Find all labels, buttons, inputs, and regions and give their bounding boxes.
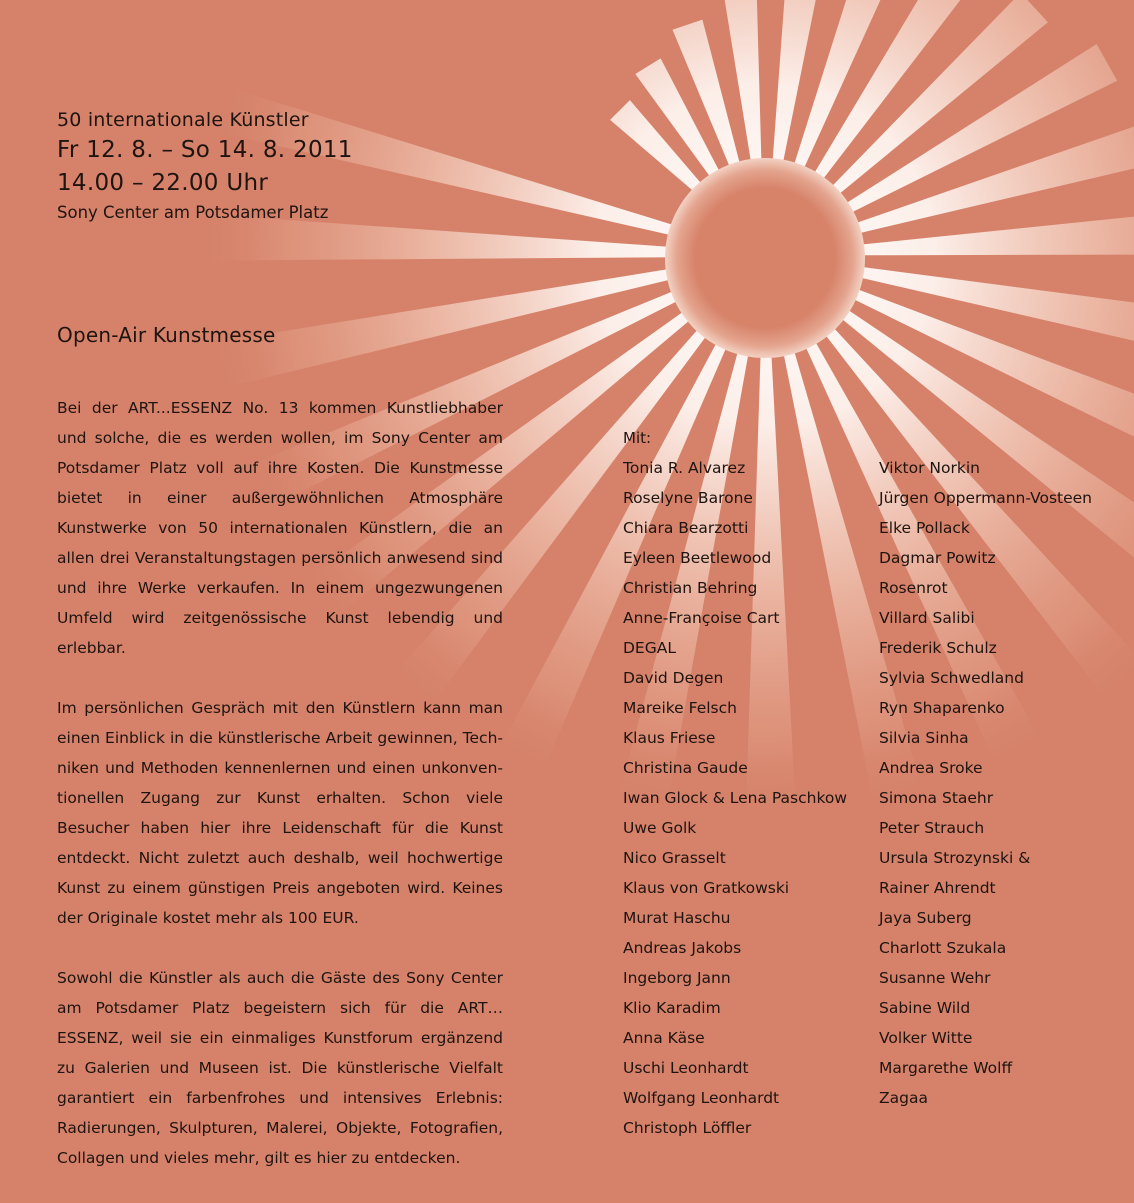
artist-list-right bbox=[879, 453, 1092, 1113]
paragraph-variety: Sowohl die Künstler als auch die Gäste des Sony Center am Potsdamer Platz begeistern sich für die ART…ESSENZ, weil sie ein einmaliges Kunstforum ergänzend zu Galerien und Museen ist. Die künstlerische Vielfalt garantiert ein farbenfrohes und intensives Erlebnis: Radierungen, Skulpturen, Malerei, Objekte, Fotografien, Collagen und vieles mehr, gilt es hier zu entdecken. bbox=[57, 969, 503, 1167]
artist-name: Sabine Wild bbox=[879, 999, 971, 1017]
artist-name: Silvia Sinha bbox=[879, 729, 969, 747]
description bbox=[57, 393, 503, 1203]
artist-name: Viktor Norkin bbox=[879, 459, 980, 477]
artist-name: Christian Behring bbox=[623, 579, 758, 597]
artist-name: Ryn Shaparenko bbox=[879, 699, 1005, 717]
paragraph-intro: Bei der ART...ESSENZ No. 13 kommen Kunstliebhaber und solche, die es werden wollen, im Sony Center am Potsdamer Platz voll auf ihre Kosten. Die Kunstmesse bietet in einer außergewöhnlichen Atmosphäre Kunstwerke von 50 internationalen Künstlern, die an allen drei Veranstaltungstagen persönlich anwesend sind und ihre Werke verkaufen. In einem ungezwungenen Umfeld wird zeitgenössische Kunst lebendig und erlebbar. bbox=[57, 399, 503, 657]
event-location: Sony Center am Potsdamer Platz bbox=[57, 203, 329, 222]
artist-name: Ingeborg Jann bbox=[623, 969, 731, 987]
paragraph-dialogue: Im persönlichen Gespräch mit den Künstlern kann man einen Einblick in die künstlerische Arbeit gewinnen, Techniken und Methoden kennenlernen und einen unkonventionellen Zugang zur Kunst erhalten. Schon viele Besucher haben hier ihre Leidenschaft für die Kunst entdeckt. Nicht zuletzt auch deshalb, weil hochwertige Kunst zu einem günstigen Preis angeboten wird. Keines der Originale kostet mehr als 100 EUR. bbox=[57, 699, 503, 927]
artist-name: Anne-Françoise Cart bbox=[623, 609, 780, 627]
artist-name: Christoph Löffler bbox=[623, 1119, 752, 1137]
artist-name: Rosenrot bbox=[879, 579, 948, 597]
artist-name: Nico Grasselt bbox=[623, 849, 726, 867]
section-title: Open-Air Kunstmesse bbox=[57, 323, 276, 347]
artist-name: Anna Käse bbox=[623, 1029, 705, 1047]
artist-name: Rainer Ahrendt bbox=[879, 879, 996, 897]
artist-name: David Degen bbox=[623, 669, 724, 687]
artists-label: Mit: bbox=[623, 429, 652, 447]
artist-name: Margarethe Wolff bbox=[879, 1059, 1013, 1077]
artist-name: Murat Haschu bbox=[623, 909, 731, 927]
artist-name: Klaus Friese bbox=[623, 729, 716, 747]
artist-name: Villard Salibi bbox=[879, 609, 975, 627]
artist-name: Simona Staehr bbox=[879, 789, 994, 807]
artist-name: DEGAL bbox=[623, 639, 676, 657]
artist-name: Peter Strauch bbox=[879, 819, 985, 837]
artist-name: Volker Witte bbox=[879, 1029, 973, 1047]
artist-name: Jürgen Oppermann-Vosteen bbox=[879, 489, 1092, 507]
artist-name: Andrea Sroke bbox=[879, 759, 983, 777]
artist-name: Klio Karadim bbox=[623, 999, 721, 1017]
artist-name: Dagmar Powitz bbox=[879, 549, 996, 567]
artist-name: Elke Pollack bbox=[879, 519, 970, 537]
artist-name: Uschi Leonhardt bbox=[623, 1059, 749, 1077]
artist-name: Susanne Wehr bbox=[879, 969, 991, 987]
event-dates: Fr 12. 8. – So 14. 8. 2011 bbox=[57, 137, 353, 163]
artist-name: Klaus von Gratkowski bbox=[623, 879, 790, 897]
artist-count: 50 internationale Künstler bbox=[57, 109, 309, 131]
artist-name: Tonia R. Alvarez bbox=[623, 459, 746, 477]
artist-name: Christina Gaude bbox=[623, 759, 748, 777]
artist-name: Roselyne Barone bbox=[623, 489, 753, 507]
artist-name: Zagaa bbox=[879, 1089, 928, 1107]
artist-name: Jaya Suberg bbox=[879, 909, 972, 927]
artist-name: Charlott Szukala bbox=[879, 939, 1007, 957]
event-hours: 14.00 – 22.00 Uhr bbox=[57, 170, 269, 196]
artist-name: Wolfgang Leonhardt bbox=[623, 1089, 780, 1107]
artist-name: Chiara Bearzotti bbox=[623, 519, 749, 537]
artist-name: Eyleen Beetlewood bbox=[623, 549, 772, 567]
artist-name: Uwe Golk bbox=[623, 819, 697, 837]
artist-name: Andreas Jakobs bbox=[623, 939, 742, 957]
artist-list-left bbox=[623, 453, 847, 1143]
artist-name: Ursula Strozynski & bbox=[879, 849, 1031, 867]
artist-name: Sylvia Schwedland bbox=[879, 669, 1024, 687]
artist-name: Mareike Felsch bbox=[623, 699, 737, 717]
event-header bbox=[57, 106, 353, 226]
artist-name: Frederik Schulz bbox=[879, 639, 997, 657]
artist-name: Iwan Glock & Lena Paschkow bbox=[623, 789, 848, 807]
